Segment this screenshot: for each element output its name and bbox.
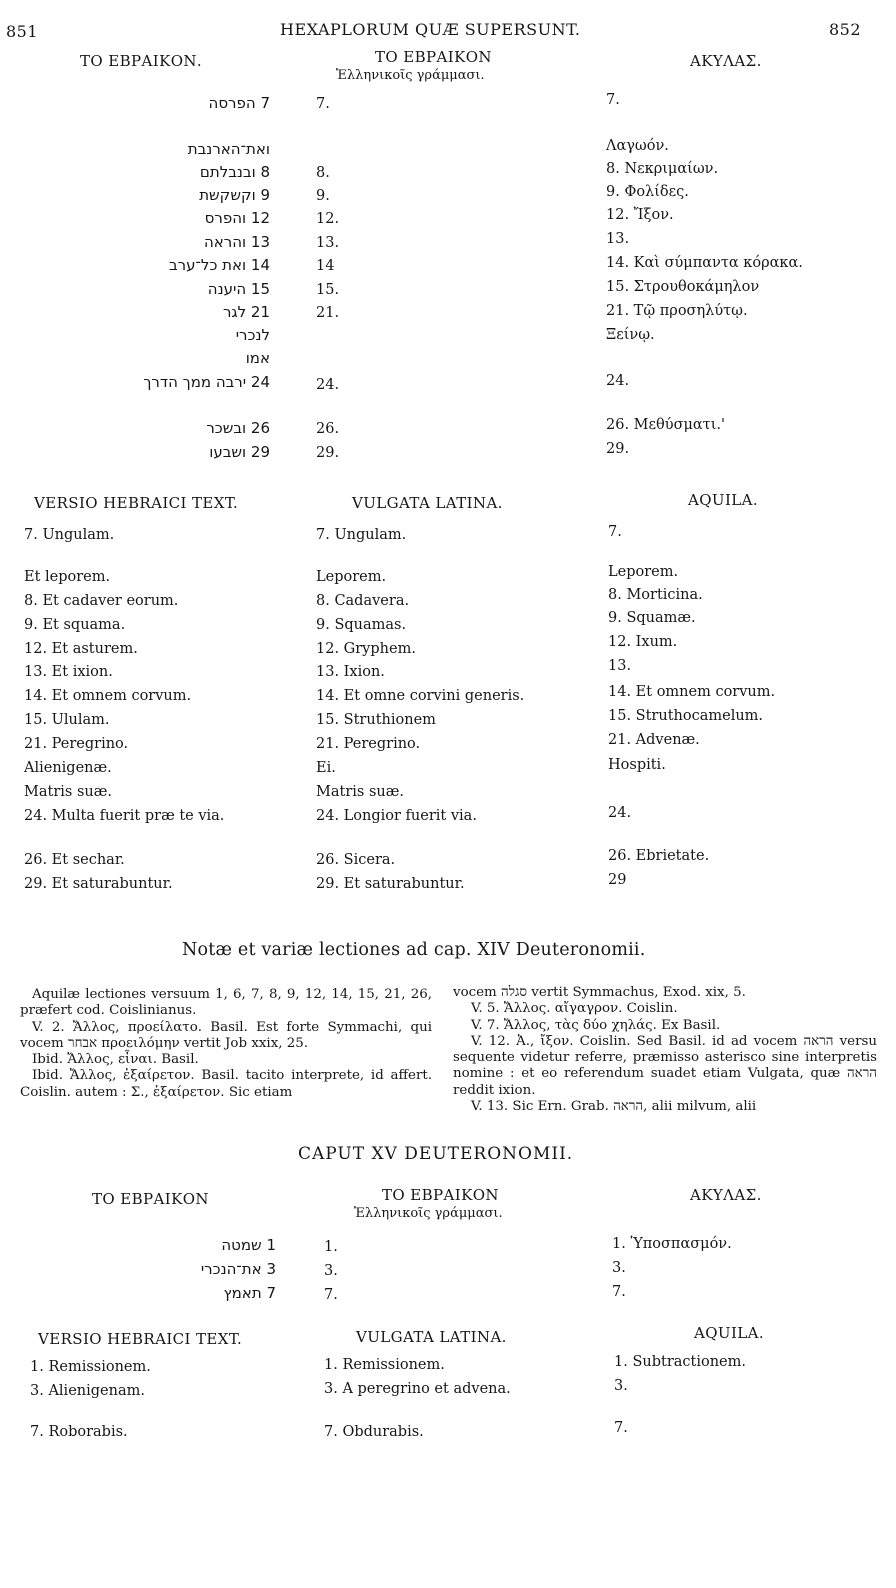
translit-cell: 3. [324,1263,338,1279]
translit-cell: 15. [316,282,340,298]
greek-cell: 9. Φολίδες. [606,184,689,200]
hebrew-cell: 26 ובשכר [206,419,270,437]
col-header-translit: ΤΟ ΕΒΡΑΙΚΟΝ [382,1186,499,1204]
col-header-vulgata: VULGATA LATINA. [356,1328,507,1346]
col-header-aquila: AQUILA. [688,491,759,509]
hebrew-cell: 7 הפרסה [208,94,270,112]
greek-cell: 3. [612,1260,626,1276]
aquila-cell: 3. [614,1378,628,1394]
hebrew-cell: 8 ובנבלתם [199,163,270,181]
versio-cell: 1. Remissionem. [30,1359,151,1375]
greek-cell: 12. Ἴξον. [606,207,674,223]
aquila-cell: 7. [614,1420,628,1436]
vulgata-cell: 1. Remissionem. [324,1357,445,1373]
chapter-title: CAPUT XV DEUTERONOMII. [298,1144,574,1164]
versio-cell: 21. Peregrino. [24,736,129,752]
versio-cell: 13. Et ixion. [24,664,113,680]
greek-cell: Ξείνῳ. [606,327,655,343]
greek-cell: 26. Μεθύσματι.' [606,417,725,433]
translit-cell: 1. [324,1239,338,1255]
hebrew-cell: 14 ואת כל־ערב [168,256,270,274]
running-title: HEXAPLORUM QUÆ SUPERSUNT. [280,20,581,39]
aquila-cell: 29 [608,872,627,888]
col-header-translit-sub: Ἑλληνικοῖς γράμμασι. [354,1206,503,1221]
versio-cell: 29. Et saturabuntur. [24,876,173,892]
note-paragraph: V. 2. Ἄλλος, προείλατο. Basil. Est forte Symmachi, qui vocem אבחר προειλόμην vertit Job xxix, 25. [20,1019,432,1051]
aquila-cell: 9. Squamæ. [608,610,696,626]
hebrew-cell: 3 את־הנכרי [200,1260,276,1278]
translit-cell: 21. [316,305,340,321]
hebrew-cell: 15 היענה [207,280,270,298]
aquila-cell: 15. Struthocamelum. [608,708,764,724]
greek-cell: 13. [606,231,630,247]
vulgata-cell: 8. Cadavera. [316,593,410,609]
aquila-cell: 26. Ebrietate. [608,848,710,864]
translit-cell: 12. [316,211,340,227]
greek-cell: 7. [606,92,620,108]
translit-cell: 26. [316,421,340,437]
col-header-greek: ΑΚΥΛΑΣ. [690,1186,762,1204]
aquila-cell: 12. Ixum. [608,634,678,650]
hebrew-cell: 7 תאמץ [223,1284,276,1302]
col-header-translit-sub: Ἑλληνικοῖς γράμμασι. [336,68,485,83]
note-paragraph: V. 5. Ἄλλος. αἴγαγρον. Coislin. [471,1001,678,1017]
notes-left-column [20,987,432,1101]
aquila-cell: 24. [608,805,632,821]
vulgata-cell: 12. Gryphem. [316,641,416,657]
greek-cell: 29. [606,441,630,457]
col-header-vulgata: VULGATA LATINA. [352,494,503,512]
versio-cell: 12. Et asturem. [24,641,138,657]
translit-cell: 7. [324,1287,338,1303]
versio-cell: 9. Et squama. [24,617,126,633]
hebrew-cell: ואת־הארנבת [187,140,270,158]
translit-cell: 24. [316,377,340,393]
note-paragraph: V. 7. Ἄλλος, τὰς δύο χηλάς. Ex Basil. [471,1017,721,1033]
note-paragraph: vocem סגלה vertit Symmachus, Exod. xix, 5. [453,985,746,1000]
vulgata-cell: 3. A peregrino et advena. [324,1381,511,1397]
greek-cell: 1. Ὑποσπασμόν. [612,1236,732,1252]
translit-cell: 29. [316,445,340,461]
translit-cell: 14 [316,258,335,274]
vulgata-cell: 15. Struthionem [316,712,436,728]
greek-cell: 8. Νεκριμαίων. [606,161,719,177]
translit-cell: 8. [316,165,330,181]
vulgata-cell: 21. Peregrino. [316,736,421,752]
aquila-cell: 21. Advenæ. [608,732,700,748]
versio-cell: 7. Roborabis. [30,1424,128,1440]
aquila-cell: Hospiti. [608,757,666,773]
greek-cell: 21. Τῷ προσηλύτῳ. [606,303,748,319]
versio-cell: 26. Et sechar. [24,852,125,868]
hebrew-cell: אמו [245,349,270,367]
col-header-versio: VERSIO HEBRAICI TEXT. [38,1330,243,1348]
versio-cell: 3. Alienigenam. [30,1383,145,1399]
greek-cell: 24. [606,373,630,389]
aquila-cell: 8. Morticina. [608,587,703,603]
vulgata-cell: 26. Sicera. [316,852,396,868]
versio-cell: 8. Et cadaver eorum. [24,593,179,609]
hebrew-cell: 21 לגר [222,303,270,321]
aquila-cell: 13. [608,658,632,674]
translit-cell: 9. [316,188,330,204]
versio-cell: Et leporem. [24,569,111,585]
col-header-greek: ΑΚΥΛΑΣ. [690,52,762,70]
note-paragraph: V. 12. Ἀ., ἴξον. Coislin. Sed Basil. id ad vocem הראה versu sequente videtur referre, præmisso asterisco sine interpretis nomine : et eo referendum suadet etiam Vulgata, quæ הראה reddit ixion. [453,1033,877,1098]
hebrew-cell: 1 שמטה [221,1236,276,1254]
vulgata-cell: 7. Obdurabis. [324,1424,424,1440]
versio-cell: 15. Ululam. [24,712,110,728]
note-paragraph: Aquilæ lectiones versuum 1, 6, 7, 8, 9, 12, 14, 15, 21, 26, præfert cod. Coislinianus. [20,987,432,1019]
versio-cell: 7. Ungulam. [24,527,115,543]
hebrew-cell: 9 וקשקשת [199,186,270,204]
vulgata-cell: 13. Ixion. [316,664,385,680]
notes-right-column [453,985,877,1115]
vulgata-cell: Leporem. [316,569,387,585]
col-header-hebrew: ΤΟ ΕΒΡΑΙΚΟΝ [92,1190,209,1208]
hebrew-cell: לנכרי [235,326,270,344]
vulgata-cell: 14. Et omne corvini generis. [316,688,525,704]
col-header-aquila: AQUILA. [694,1324,765,1342]
page-number-right: 852 [829,20,862,39]
note-paragraph: Ibid. Ἄλλος, ἐξαίρετον. Basil. tacito interprete, id affert. Coislin. autem : Σ., ἐξαίρετον. Sic etiam [20,1068,432,1100]
notes-title: Notæ et variæ lectiones ad cap. XIV Deuteronomii. [182,940,646,960]
versio-cell: 14. Et omnem corvum. [24,688,192,704]
note-paragraph: V. 13. Sic Ern. Grab. הראה, alii milvum, alii [471,1099,757,1115]
aquila-cell: Leporem. [608,564,679,580]
hebrew-cell: 24 ירבה ממך הדרך [143,373,270,391]
aquila-cell: 7. [608,524,622,540]
aquila-cell: 1. Subtractionem. [614,1354,746,1370]
translit-cell: 13. [316,235,340,251]
vulgata-cell: 29. Et saturabuntur. [316,876,465,892]
aquila-cell: 14. Et omnem corvum. [608,684,776,700]
vulgata-cell: 7. Ungulam. [316,527,407,543]
page-number-left: 851 [6,22,39,41]
versio-cell: Matris suæ. [24,784,112,800]
greek-cell: 14. Καὶ σύμπαντα κόρακα. [606,255,803,271]
versio-cell: Alienigenæ. [24,760,112,776]
versio-cell: 24. Multa fuerit præ te via. [24,808,225,824]
vulgata-cell: Matris suæ. [316,784,404,800]
hebrew-cell: 12 והפרס [204,209,270,227]
hebrew-cell: 13 והראה [203,233,270,251]
vulgata-cell: 24. Longior fuerit via. [316,808,477,824]
greek-cell: Λαγωόν. [606,138,669,154]
translit-cell: 7. [316,96,330,112]
col-header-versio: VERSIO HEBRAICI TEXT. [34,494,239,512]
col-header-translit: ΤΟ ΕΒΡΑΙΚΟΝ [375,48,492,66]
greek-cell: 7. [612,1284,626,1300]
vulgata-cell: 9. Squamas. [316,617,407,633]
note-paragraph: Ibid. Ἄλλος, εἶναι. Basil. [32,1052,199,1068]
vulgata-cell: Ei. [316,760,336,776]
col-header-hebrew: ΤΟ ΕΒΡΑΙΚΟΝ. [80,52,203,70]
hebrew-cell: 29 ושבעו [209,443,270,461]
greek-cell: 15. Στρουθοκάμηλον [606,279,760,295]
